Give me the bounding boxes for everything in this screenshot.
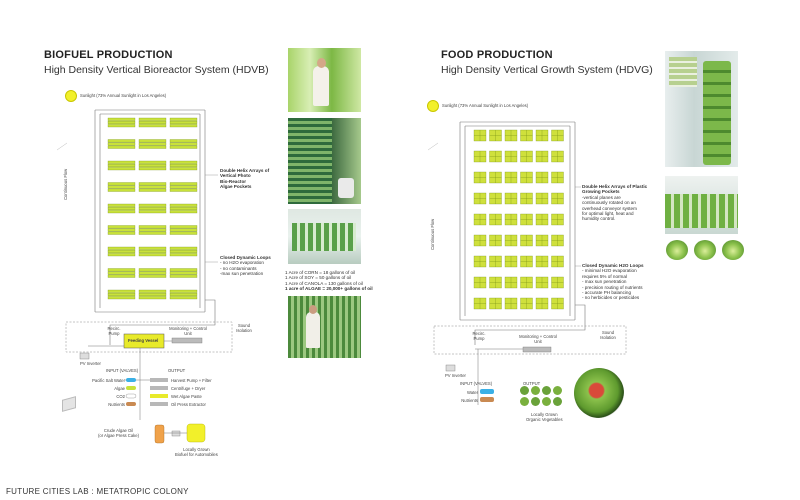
growing-pocket <box>505 298 517 309</box>
growing-pocket <box>505 214 517 225</box>
food-monitoring-label: Monitoring + Control Unit <box>519 334 557 344</box>
footer-label: FUTURE CITIES LAB : METATROPIC COLONY <box>6 487 189 496</box>
algae-pocket <box>170 118 197 127</box>
growing-pocket <box>552 172 564 183</box>
algae-pocket <box>170 140 197 149</box>
photo-greenhouse-person <box>288 48 361 112</box>
algae-pocket <box>139 140 166 149</box>
oil-press-box <box>150 402 168 406</box>
food-output-label: OUTPUT <box>523 381 541 386</box>
growing-pocket <box>490 151 502 162</box>
output-algae-paste: Wet Algae Paste <box>171 394 202 399</box>
growing-pocket <box>521 151 533 162</box>
biofuel-closed-loops-note: Closed Dynamic Loops - no H2O evaporation - no contaminants -max sun penetration <box>220 255 271 277</box>
growing-pocket <box>505 277 517 288</box>
growing-pocket <box>474 256 486 267</box>
growing-pocket <box>552 277 564 288</box>
food-sunlight-label: Sunlight (73% Annual Sunlight in Los Angeles) <box>442 103 529 108</box>
growing-pocket <box>521 214 533 225</box>
output-label: OUTPUT <box>168 368 186 373</box>
algae-pocket <box>170 226 197 235</box>
yield-comparison: 1 Acre of CORN = 18 gallons of oil 1 Acre of SOY = 50 gallons of oil 1 Acre of CANOLA = 130 gallons of oil 1 acre of ALGAE = 20,000+ gallons of oil <box>285 270 373 292</box>
growing-pocket <box>536 151 548 162</box>
pv-inverter-label: PV Inverter <box>80 361 101 366</box>
algae-pocket <box>108 269 135 278</box>
co2-valve <box>126 394 136 398</box>
algae-pocket <box>170 247 197 256</box>
algae-pocket <box>108 290 135 299</box>
crude-oil-label: Crude Algae Oil (or Algae Press Cake) <box>98 428 139 438</box>
growing-pocket <box>474 193 486 204</box>
input-food-nutrients: Nutrients <box>461 398 478 403</box>
algae-pocket <box>139 183 166 192</box>
growing-pocket <box>536 193 548 204</box>
input-co2: CO2 <box>116 394 125 399</box>
growing-pocket <box>521 172 533 183</box>
algae-pocket <box>170 161 197 170</box>
feeding-vessel-label: Feeding Vessel <box>128 338 159 343</box>
algae-pocket <box>139 118 166 127</box>
algae-pocket <box>139 247 166 256</box>
food-sound-isolation-label: Sound Isolation <box>600 330 616 340</box>
growing-pocket <box>521 298 533 309</box>
growing-pocket <box>490 130 502 141</box>
food-pv-inverter-box <box>446 365 455 371</box>
growing-pocket <box>490 235 502 246</box>
growing-pocket <box>536 130 548 141</box>
biofuel-tank <box>187 424 205 442</box>
algae-pocket <box>108 226 135 235</box>
growing-pocket <box>474 151 486 162</box>
growing-pocket <box>536 214 548 225</box>
growing-pocket <box>490 277 502 288</box>
food-recirc-pump-label: Recirc. Pump <box>472 331 486 341</box>
algae-pocket <box>139 290 166 299</box>
growing-pocket <box>552 193 564 204</box>
algae-valve <box>126 386 136 390</box>
growing-pocket <box>552 151 564 162</box>
algae-pocket <box>170 183 197 192</box>
food-input-label: INPUT (VALVES) <box>460 381 493 386</box>
produce-label: Locally Grown Organic Vegetables <box>526 412 563 422</box>
growing-pocket <box>521 277 533 288</box>
food-pv-inverter-label: PV Inverter <box>445 373 466 378</box>
growing-pocket <box>474 172 486 183</box>
growing-pocket <box>536 298 548 309</box>
biofuel-monitoring-box <box>172 338 202 343</box>
algae-pocket <box>139 226 166 235</box>
input-water: Water <box>466 390 478 395</box>
algae-pocket <box>139 161 166 170</box>
algae-pocket <box>108 140 135 149</box>
growing-pocket <box>552 130 564 141</box>
centrifuge-box <box>150 386 168 390</box>
growing-pocket <box>474 214 486 225</box>
growing-pocket <box>490 172 502 183</box>
biofuel-sunlight-label: Sunlight (73% Annual Sunlight in Los Angeles) <box>80 93 167 98</box>
photo-vertical-greens <box>665 51 738 167</box>
algae-pocket <box>139 269 166 278</box>
pv-inverter-box <box>80 353 89 359</box>
photo-worker-reactor <box>288 296 361 358</box>
food-continuous-flow-label: Continuous Flow <box>430 218 435 250</box>
nutrients-valve <box>126 402 136 406</box>
output-harvest-pump: Harvest Pump + Filter <box>171 378 212 383</box>
food-subtitle: High Density Vertical Growth System (HDVG) <box>441 64 653 76</box>
photo-bioreactor-tubes <box>288 118 361 204</box>
photo-algae-bags <box>288 209 361 264</box>
biofuel-continuous-flow-label: Continuous Flow <box>63 168 68 200</box>
salad-bowl-image <box>574 368 624 418</box>
growing-pocket <box>536 235 548 246</box>
growing-pocket-array <box>474 130 564 309</box>
input-nutrients: Nutrients <box>108 402 125 407</box>
salt-water-valve <box>126 378 136 382</box>
lettuce-head-icon <box>722 240 744 260</box>
algae-pocket <box>170 269 197 278</box>
algae-paste-box <box>150 394 168 398</box>
growing-pocket <box>521 256 533 267</box>
growing-pocket <box>490 256 502 267</box>
algae-pocket <box>108 204 135 213</box>
crude-oil-container <box>155 425 164 443</box>
growing-pocket <box>474 235 486 246</box>
algae-pocket-array <box>108 118 197 299</box>
growing-pocket <box>505 256 517 267</box>
sound-isolation-label: Sound Isolation <box>236 323 252 333</box>
algae-pocket <box>108 118 135 127</box>
food-nutrients-valve <box>480 397 494 402</box>
food-monitoring-box <box>523 347 551 352</box>
growing-pocket <box>552 256 564 267</box>
water-valve <box>480 389 494 394</box>
growing-pocket <box>474 130 486 141</box>
food-double-helix-note: Double Helix Arrays of Plastic Growing Pockets -vertical planes are continuously rotated on an overhead conveyor system for optimal light, heat and humidity control. <box>582 184 648 222</box>
lettuce-head-icon <box>666 240 688 260</box>
growing-pocket <box>521 130 533 141</box>
algae-pocket <box>139 204 166 213</box>
growing-pocket <box>490 214 502 225</box>
algae-pocket <box>108 247 135 256</box>
photo-growing-racks <box>665 176 738 234</box>
growing-pocket <box>474 277 486 288</box>
growing-pocket <box>536 256 548 267</box>
input-algae: Algae <box>114 386 125 391</box>
lettuce-head-icon <box>694 240 716 260</box>
growing-pocket <box>490 298 502 309</box>
biofuel-title: BIOFUEL PRODUCTION <box>44 49 173 61</box>
growing-pocket <box>505 130 517 141</box>
algae-pocket <box>108 161 135 170</box>
growing-pocket <box>490 193 502 204</box>
growing-pocket <box>505 193 517 204</box>
growing-pocket <box>521 235 533 246</box>
growing-pocket <box>474 298 486 309</box>
lettuce-icon-group <box>520 386 565 408</box>
input-salt-water: Pacific Salt Water <box>92 378 125 383</box>
algae-pocket <box>170 204 197 213</box>
input-valves-label: INPUT (VALVES) <box>106 368 139 373</box>
growing-pocket <box>536 277 548 288</box>
food-title: FOOD PRODUCTION <box>441 49 553 61</box>
harvest-pump-box <box>150 378 168 382</box>
recirc-pump-label: Recirc. Pump <box>107 326 121 336</box>
output-oil-press: Oil Press Extractor <box>171 402 206 407</box>
growing-pocket <box>505 172 517 183</box>
growing-pocket <box>505 235 517 246</box>
biofuel-product-label: Locally Grown Biofuel for Automobiles <box>175 447 218 457</box>
food-closed-loops-note: Closed Dynamic H2O Loops - minimal H2O evaporation requires 5% of normal - max sun penetration - precision routing of nutrients - accurate PH balancing - no herbicides or pesticides <box>582 263 644 301</box>
growing-pocket <box>536 172 548 183</box>
growing-pocket <box>521 193 533 204</box>
growing-pocket <box>552 214 564 225</box>
monitoring-label: Monitoring + Control Unit <box>169 326 207 336</box>
growing-pocket <box>552 235 564 246</box>
growing-pocket <box>505 151 517 162</box>
growing-pocket <box>552 298 564 309</box>
algae-pocket <box>108 183 135 192</box>
output-centrifuge: Centrifuge + Dryer <box>171 386 206 391</box>
biofuel-subtitle: High Density Vertical Bioreactor System (HDVB) <box>44 64 269 76</box>
algae-pocket <box>170 290 197 299</box>
biofuel-double-helix-note: Double Helix Arrays of Vertical Photo Bio-Reactor Algae Pockets <box>220 168 270 190</box>
